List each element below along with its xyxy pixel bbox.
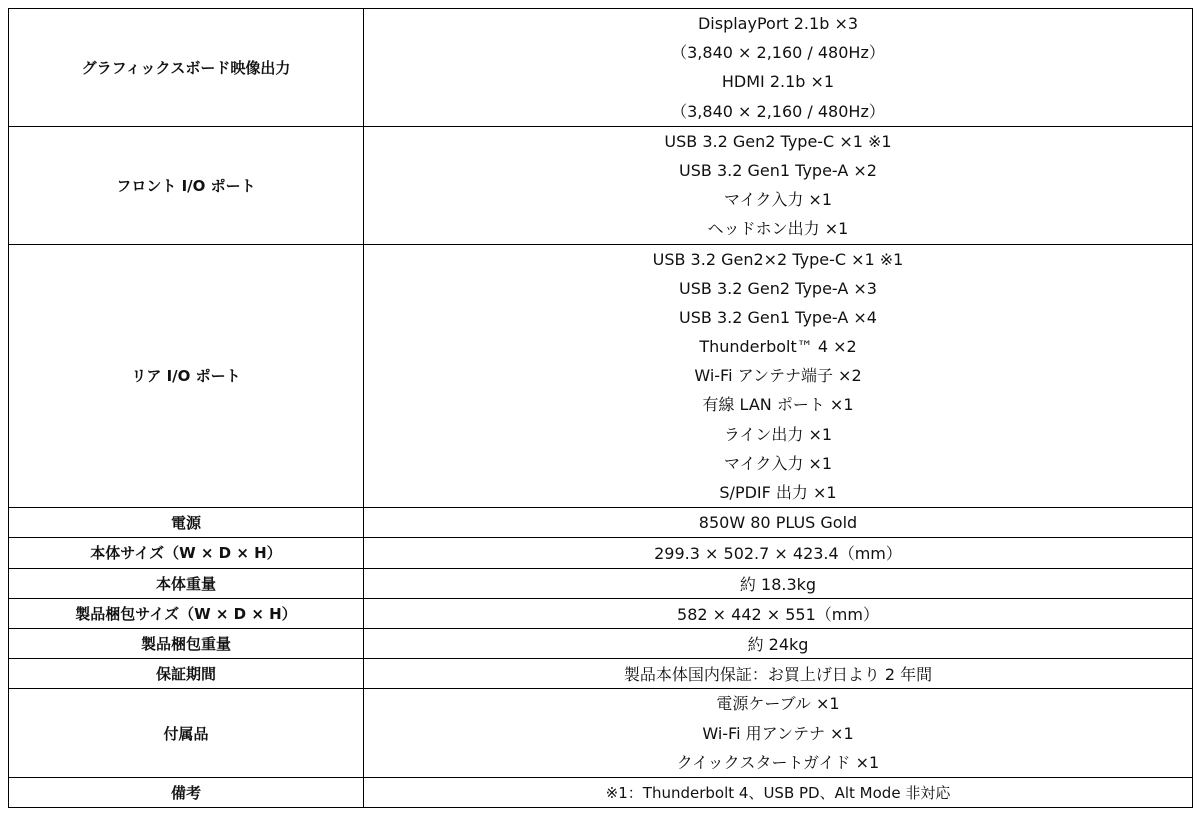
value-line: ライン出力 ×1 <box>723 424 833 444</box>
value-line: （3,840 × 2,160 / 480Hz） <box>671 43 885 63</box>
value-line: Wi-Fi アンテナ端子 ×2 <box>694 366 862 386</box>
row-label: 電源 <box>9 508 364 538</box>
row-label: グラフィックスボード映像出力 <box>9 9 364 127</box>
spec-row-rear-io <box>9 244 1193 508</box>
value-line: Thunderbolt™ 4 ×2 <box>699 337 857 357</box>
row-value: 850W 80 PLUS Gold <box>364 508 1193 538</box>
row-label: 備考 <box>9 777 364 807</box>
row-label: 本体重量 <box>9 568 364 598</box>
value-line: USB 3.2 Gen2 Type-C ×1 ※1 <box>664 131 892 151</box>
row-value: 約 24kg <box>364 628 1193 658</box>
value-line: ヘッドホン出力 ×1 <box>707 219 849 239</box>
row-label: 製品梱包重量 <box>9 628 364 658</box>
spec-row-power <box>9 508 1193 538</box>
value-line: マイク入力 ×1 <box>723 453 833 473</box>
spec-row-front-io <box>9 126 1193 244</box>
value-line: USB 3.2 Gen2 Type-A ×3 <box>679 278 877 298</box>
value-line: USB 3.2 Gen1 Type-A ×2 <box>679 160 877 180</box>
spec-row-video-output <box>9 9 1193 127</box>
value-line: クイックスタートガイド ×1 <box>676 752 880 772</box>
value-line: （3,840 × 2,160 / 480Hz） <box>671 101 885 121</box>
row-value: ※1：Thunderbolt 4、USB PD、Alt Mode 非対応 <box>364 777 1193 807</box>
row-values <box>364 126 1193 244</box>
spec-row-notes <box>9 777 1193 807</box>
value-line: DisplayPort 2.1b ×3 <box>697 14 859 33</box>
row-label: 製品梱包サイズ（W × D × H） <box>9 598 364 628</box>
value-line: 有線 LAN ポート ×1 <box>702 395 854 415</box>
row-label: リア I/O ポート <box>9 244 364 508</box>
spec-row-package-weight <box>9 628 1193 658</box>
spec-row-package-size <box>9 598 1193 628</box>
value-line: S/PDIF 出力 ×1 <box>719 483 837 502</box>
value-line: USB 3.2 Gen1 Type-A ×4 <box>679 307 877 327</box>
row-label: 保証期間 <box>9 659 364 689</box>
row-value: 299.3 × 502.7 × 423.4（mm） <box>364 538 1193 568</box>
value-line: Wi-Fi 用アンテナ ×1 <box>702 723 854 743</box>
spec-row-warranty <box>9 659 1193 689</box>
value-line: USB 3.2 Gen2×2 Type-C ×1 ※1 <box>652 249 904 269</box>
row-value: 約 18.3kg <box>364 568 1193 598</box>
row-label: 本体サイズ（W × D × H） <box>9 538 364 568</box>
row-values <box>364 244 1193 508</box>
row-label: フロント I/O ポート <box>9 126 364 244</box>
spec-table <box>8 8 1193 808</box>
row-label: 付属品 <box>9 689 364 778</box>
value-line: HDMI 2.1b ×1 <box>721 72 835 92</box>
row-values <box>364 689 1193 778</box>
row-value: 582 × 442 × 551（mm） <box>364 598 1193 628</box>
row-values <box>364 9 1193 127</box>
row-value: 製品本体国内保証：お買上げ日より 2 年間 <box>364 659 1193 689</box>
spec-row-accessories <box>9 689 1193 778</box>
spec-row-body-weight <box>9 568 1193 598</box>
value-line: 電源ケーブル ×1 <box>716 694 840 714</box>
spec-row-body-size <box>9 538 1193 568</box>
value-line: マイク入力 ×1 <box>723 190 833 210</box>
